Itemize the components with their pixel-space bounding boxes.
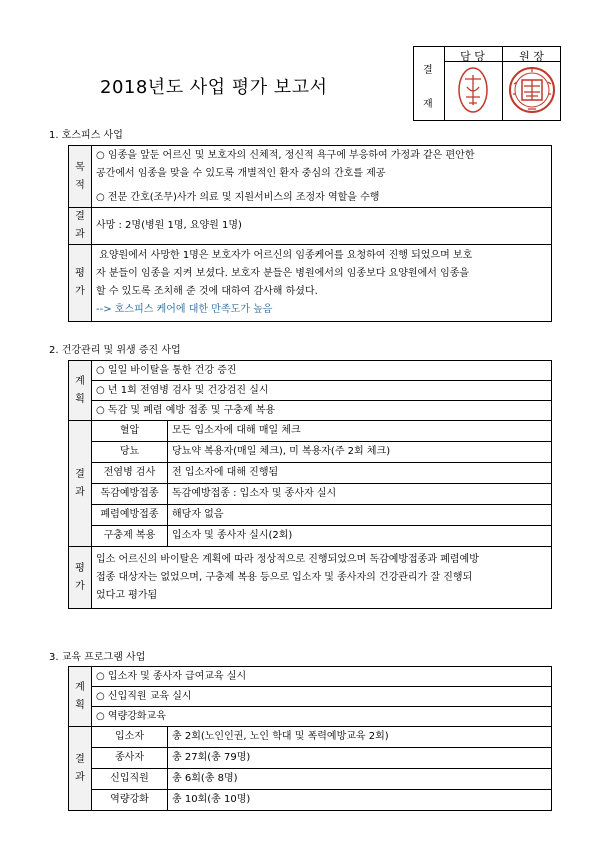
result-detail: 총 27회(총 79명) (168, 748, 552, 769)
plan-item: ○ 역량강화교육 (92, 707, 552, 727)
approval-box (413, 46, 561, 121)
result-item: 폐렴예방접종 (92, 505, 168, 526)
result-detail: 전 입소자에 대해 진행됨 (168, 463, 552, 484)
section2-table (68, 360, 552, 609)
section3-table (68, 666, 552, 811)
eval-line: 었다고 평가됨 (96, 589, 158, 601)
eval-line: 할 수 있도록 조치해 준 것에 대하여 감사해 하셨다. (96, 286, 318, 297)
approval-label-cell (414, 47, 445, 120)
approval-col-director (503, 47, 560, 120)
section2-eval-cell (92, 547, 552, 609)
approval-col-manager-label: 담 당 (460, 50, 485, 63)
eval-line: 입소 어르신의 바이탈은 계획에 따라 정상적으로 진행되었으며 독감예방접종과 폐렴예방 (96, 553, 479, 565)
eval-line: 자 분들이 임종을 지켜 보셨다. 보호자 분들은 병원에서의 임종보다 요양원에서 임종을 (96, 268, 470, 279)
section1-eval-cell (92, 245, 552, 322)
approval-header-divider (444, 61, 560, 62)
section1-result-text: 사망 : 2명(병원 1명, 요양원 1명) (92, 208, 552, 245)
section2-result-label: 결과 (69, 421, 92, 547)
section1-table (68, 145, 552, 322)
page-title: 2018년도 사업 평가 보고서 (100, 77, 328, 98)
section2-plan-label: 계획 (69, 361, 92, 421)
result-detail: 총 2회(노인인권, 노인 학대 및 폭력예방교육 2회) (168, 727, 552, 748)
result-detail: 입소자 및 종사자 실시(2회) (168, 526, 552, 547)
result-detail: 당뇨약 복용자(매일 체크), 미 복용자(주 2회 체크) (168, 442, 552, 463)
purpose-line: ○ 임종을 앞둔 어르신 및 보호자의 신체적, 정신적 욕구에 부응하여 가정과 같은 편안한 (96, 149, 475, 161)
plan-item: ○ 일일 바이탈을 통한 건강 증진 (92, 361, 552, 381)
result-detail: 총 6회(총 8명) (168, 769, 552, 790)
section1-heading: 1. 호스피스 사업 (49, 130, 123, 141)
result-item: 역량강화 (92, 790, 168, 811)
plan-item: ○ 독감 및 폐렴 예방 접종 및 구충제 복용 (92, 401, 552, 421)
result-item: 혈압 (92, 421, 168, 442)
section3-result-label: 결과 (69, 727, 92, 811)
eval-note: --> 호스피스 케어에 대한 만족도가 높음 (96, 304, 273, 315)
plan-item: ○ 입소자 및 종사자 급여교육 실시 (92, 667, 552, 687)
section3-heading: 3. 교육 프로그램 사업 (49, 652, 146, 663)
approval-col-director-label: 원 장 (519, 50, 544, 63)
result-item: 입소자 (92, 727, 168, 748)
eval-line: 요양원에서 사망한 1명은 보호자가 어르신의 임종케어를 요청하여 진행 되었으며 보호 (96, 250, 473, 261)
purpose-line: 공간에서 임종을 맞을 수 있도록 개별적인 환자 중심의 간호를 제공 (96, 167, 386, 179)
result-item: 종사자 (92, 748, 168, 769)
result-detail: 총 10회(총 10명) (168, 790, 552, 811)
result-detail: 독감예방접종 : 입소자 및 종사자 실시 (168, 484, 552, 505)
result-item: 독감예방접종 (92, 484, 168, 505)
result-item: 신입직원 (92, 769, 168, 790)
result-item: 전염병 검사 (92, 463, 168, 484)
result-detail: 해당자 없음 (168, 505, 552, 526)
purpose-line: ○ 전문 간호(조무)사가 의료 및 지원서비스의 조정자 역할을 수행 (96, 191, 380, 203)
result-item: 당뇨 (92, 442, 168, 463)
plan-item: ○ 년 1회 전염병 검사 및 건강검진 실시 (92, 381, 552, 401)
approval-col-manager (444, 47, 503, 120)
section1-purpose-cell (92, 146, 552, 208)
section1-purpose-label: 목적 (69, 146, 92, 208)
manager-seal (457, 65, 489, 115)
result-detail: 모든 입소자에 대해 매일 체크 (168, 421, 552, 442)
plan-item: ○ 신입직원 교육 실시 (92, 687, 552, 707)
section2-heading: 2. 건강관리 및 위생 증진 사업 (49, 345, 181, 356)
section1-result-label: 결과 (69, 208, 92, 245)
eval-line: 접종 대상자는 없었으며, 구충제 복용 등으로 입소자 및 종사자의 건강관리가 잘 진행되 (96, 571, 473, 583)
approval-label-bottom: 재 (423, 99, 433, 110)
director-seal (508, 64, 556, 116)
approval-label-top: 결 (423, 65, 433, 76)
result-item: 구충제 복용 (92, 526, 168, 547)
section1-eval-label: 평가 (69, 245, 92, 322)
section2-eval-label: 평가 (69, 547, 92, 609)
section3-plan-label: 계획 (69, 667, 92, 727)
